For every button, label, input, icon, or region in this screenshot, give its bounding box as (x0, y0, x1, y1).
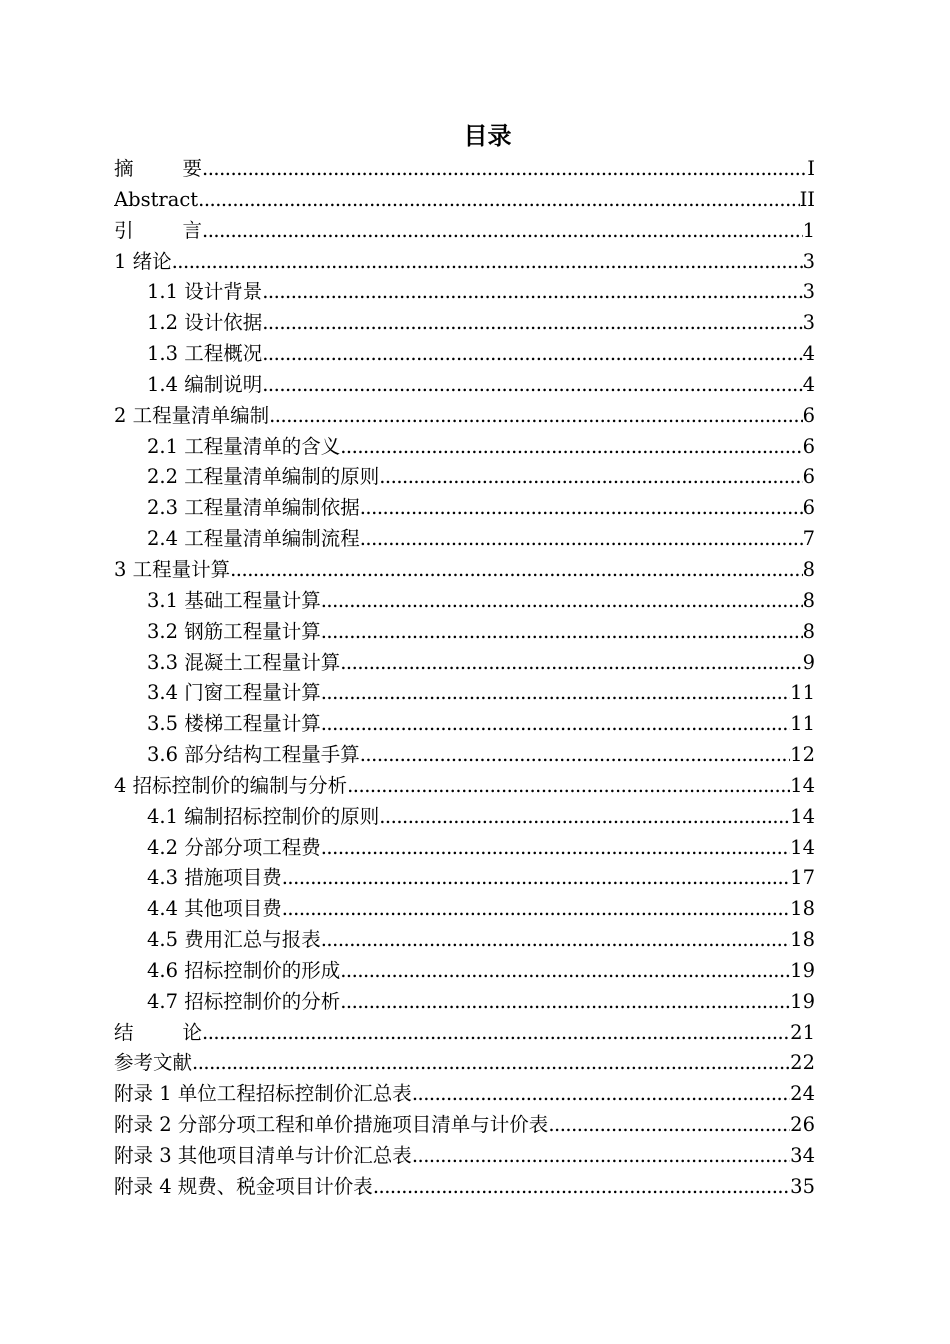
toc-entry-title (114, 154, 202, 185)
toc-entry-page-number: 11 (790, 681, 815, 705)
toc-entry[interactable] (114, 277, 815, 308)
toc-entry-page-number: 8 (802, 619, 815, 643)
toc-entry-page-number: 19 (790, 958, 815, 982)
toc-entry[interactable] (114, 1018, 815, 1049)
dot-leader (340, 648, 802, 679)
toc-entry[interactable] (114, 586, 815, 617)
dot-leader (340, 956, 790, 987)
dot-leader (379, 802, 790, 833)
dot-leader (321, 586, 803, 617)
toc-entry-page-number: 18 (790, 897, 815, 921)
toc-entry-page-number: 3 (802, 311, 815, 335)
dot-leader (172, 247, 803, 278)
toc-entry-title: 参考文献 (114, 1051, 193, 1075)
toc-entry-title: 1 绪论 (114, 249, 172, 273)
toc-entry-page-number: 6 (802, 403, 815, 427)
toc-entry[interactable] (114, 1079, 815, 1110)
toc-entry-page-number: 26 (790, 1113, 815, 1137)
dot-leader (230, 555, 802, 586)
dot-leader (412, 1141, 790, 1172)
toc-entry-title-char: 言 (182, 218, 202, 242)
dot-leader (282, 863, 790, 894)
dot-leader (340, 432, 802, 463)
toc-entry-title: 4.2 分部分项工程费 (147, 835, 321, 859)
toc-entry-title: 3.3 混凝土工程量计算 (147, 650, 341, 674)
dot-leader (198, 185, 799, 216)
dot-leader (360, 740, 790, 771)
toc-entry-page-number: 7 (802, 527, 815, 551)
toc-entry-title: 1.3 工程概况 (147, 342, 263, 366)
dot-leader (360, 524, 803, 555)
toc-entry-page-number: 35 (790, 1174, 815, 1198)
toc-entry-page-number: 8 (802, 588, 815, 612)
dot-leader (412, 1079, 790, 1110)
dot-leader (548, 1110, 790, 1141)
toc-entry[interactable] (114, 524, 815, 555)
toc-entry-title: 1.4 编制说明 (147, 372, 263, 396)
dot-leader (321, 833, 790, 864)
dot-leader (321, 925, 790, 956)
toc-entry-page-number: 22 (790, 1051, 815, 1075)
dot-leader (192, 1048, 790, 1079)
toc-entry-title-char: 要 (182, 157, 202, 180)
dot-leader (262, 308, 802, 339)
toc-entry[interactable] (114, 956, 815, 987)
toc-entry[interactable] (114, 339, 815, 370)
toc-entry-page-number: 12 (790, 743, 815, 767)
toc-entry[interactable] (114, 216, 815, 247)
toc-entry-page-number: 17 (790, 866, 815, 890)
toc-entry-title: 4 招标控制价的编制与分析 (114, 773, 348, 797)
toc-entry-title: 2 工程量清单编制 (114, 403, 270, 427)
toc-entry[interactable] (114, 833, 815, 864)
toc-entry[interactable] (114, 370, 815, 401)
toc-entry[interactable] (114, 925, 815, 956)
dot-leader (282, 894, 790, 925)
toc-entry-title: 3.1 基础工程量计算 (147, 588, 321, 612)
toc-entry-page-number: 3 (802, 280, 815, 304)
toc-entry-title: 附录 1 单位工程招标控制价汇总表 (114, 1082, 412, 1106)
toc-entry-title: 4.4 其他项目费 (147, 897, 282, 921)
toc-entry-page-number: 4 (802, 372, 815, 396)
toc-entry[interactable] (114, 1048, 815, 1079)
toc-entry-page-number: 24 (790, 1082, 815, 1106)
toc-entry-page-number: 3 (802, 249, 815, 273)
dot-leader (360, 493, 803, 524)
toc-entry-page-number: 11 (790, 712, 815, 736)
toc-entry-title: 附录 4 规费、税金项目计价表 (114, 1174, 373, 1198)
toc-entry[interactable] (114, 1141, 815, 1172)
toc-entry-title: Abstract (114, 187, 199, 211)
toc-entry[interactable] (114, 555, 815, 586)
toc-entry-page-number: 18 (790, 928, 815, 952)
toc-entry-page-number: 4 (802, 342, 815, 366)
toc-entry-page-number: I (807, 157, 815, 180)
toc-entry-title (114, 1018, 202, 1049)
toc-entry-title: 3.6 部分结构工程量手算 (147, 743, 360, 767)
toc-entry-title: 2.2 工程量清单编制的原则 (147, 465, 380, 489)
dot-leader (202, 216, 803, 247)
toc-entry[interactable] (114, 432, 815, 463)
toc-entry-page-number: 6 (802, 496, 815, 520)
toc-entry-title: 1.1 设计背景 (147, 280, 263, 304)
toc-title: 目录 (463, 122, 512, 150)
toc-entry-title: 3.2 钢筋工程量计算 (147, 619, 321, 643)
toc-entry-title: 2.1 工程量清单的含义 (147, 434, 341, 458)
toc-entry-title: 3.5 楼梯工程量计算 (147, 712, 321, 736)
dot-leader (321, 678, 790, 709)
toc-entry-title: 4.7 招标控制价的分析 (147, 989, 341, 1013)
toc-entry-title: 4.3 措施项目费 (147, 866, 282, 890)
toc-entry-page-number: 6 (802, 465, 815, 489)
toc-entry-title-char: 摘 (114, 157, 134, 180)
dot-leader (269, 401, 802, 432)
toc-entry[interactable] (114, 462, 815, 493)
toc-entry-title: 4.5 费用汇总与报表 (147, 928, 321, 952)
toc-entry-title: 4.1 编制招标控制价的原则 (147, 804, 380, 828)
toc-entry[interactable] (114, 247, 815, 278)
toc-entry[interactable] (114, 185, 815, 216)
toc-entry-page-number: 14 (790, 835, 815, 859)
toc-entry[interactable] (114, 493, 815, 524)
toc-entry-page-number: II (799, 187, 815, 211)
toc-entry-page-number: 21 (790, 1020, 815, 1044)
toc-entry-page-number: 34 (790, 1144, 815, 1167)
toc-entry-title-char: 论 (182, 1020, 202, 1044)
toc-entry[interactable] (114, 802, 815, 833)
toc-entry[interactable] (114, 740, 815, 771)
toc-entry-title: 附录 2 分部分项工程和单价措施项目清单与计价表 (114, 1113, 549, 1137)
dot-leader (202, 154, 807, 185)
toc-entry-page-number: 6 (802, 434, 815, 458)
toc-entry[interactable] (114, 154, 815, 185)
toc-entry-page-number: 19 (790, 989, 815, 1013)
dot-leader (347, 771, 790, 802)
dot-leader (321, 617, 803, 648)
toc-entry-page-number: 14 (790, 804, 815, 828)
toc-entry-title: 3 工程量计算 (114, 557, 231, 581)
dot-leader (379, 462, 802, 493)
toc-entry[interactable] (114, 987, 815, 1018)
table-of-contents (114, 154, 815, 1203)
toc-entry[interactable] (114, 648, 815, 679)
dot-leader (202, 1018, 790, 1049)
toc-entry-page-number: 14 (790, 773, 815, 797)
toc-entry[interactable] (114, 308, 815, 339)
toc-entry-page-number: 1 (802, 218, 815, 242)
toc-entry-title-char: 引 (114, 218, 134, 242)
toc-entry[interactable] (114, 894, 815, 925)
dot-leader (373, 1172, 790, 1203)
dot-leader (321, 709, 790, 740)
toc-entry-title (114, 216, 202, 247)
dot-leader (340, 987, 790, 1018)
toc-entry[interactable] (114, 401, 815, 432)
dot-leader (262, 277, 802, 308)
toc-entry-page-number: 9 (802, 650, 815, 674)
toc-entry-page-number: 8 (802, 557, 815, 581)
toc-entry[interactable] (114, 1172, 815, 1203)
toc-entry[interactable] (114, 771, 815, 802)
toc-entry-title: 2.3 工程量清单编制依据 (147, 496, 360, 520)
toc-entry-title-char: 结 (114, 1020, 134, 1044)
toc-entry-title: 3.4 门窗工程量计算 (147, 681, 321, 705)
toc-entry[interactable] (114, 617, 815, 648)
toc-entry[interactable] (114, 1110, 815, 1141)
toc-entry-title: 附录 3 其他项目清单与计价汇总表 (114, 1144, 412, 1167)
toc-entry-title: 1.2 设计依据 (147, 311, 263, 335)
toc-entry-title: 4.6 招标控制价的形成 (147, 958, 341, 982)
toc-entry[interactable] (114, 709, 815, 740)
dot-leader (262, 370, 802, 401)
dot-leader (262, 339, 802, 370)
toc-entry[interactable] (114, 863, 815, 894)
toc-entry-title: 2.4 工程量清单编制流程 (147, 527, 360, 551)
toc-entry[interactable] (114, 678, 815, 709)
